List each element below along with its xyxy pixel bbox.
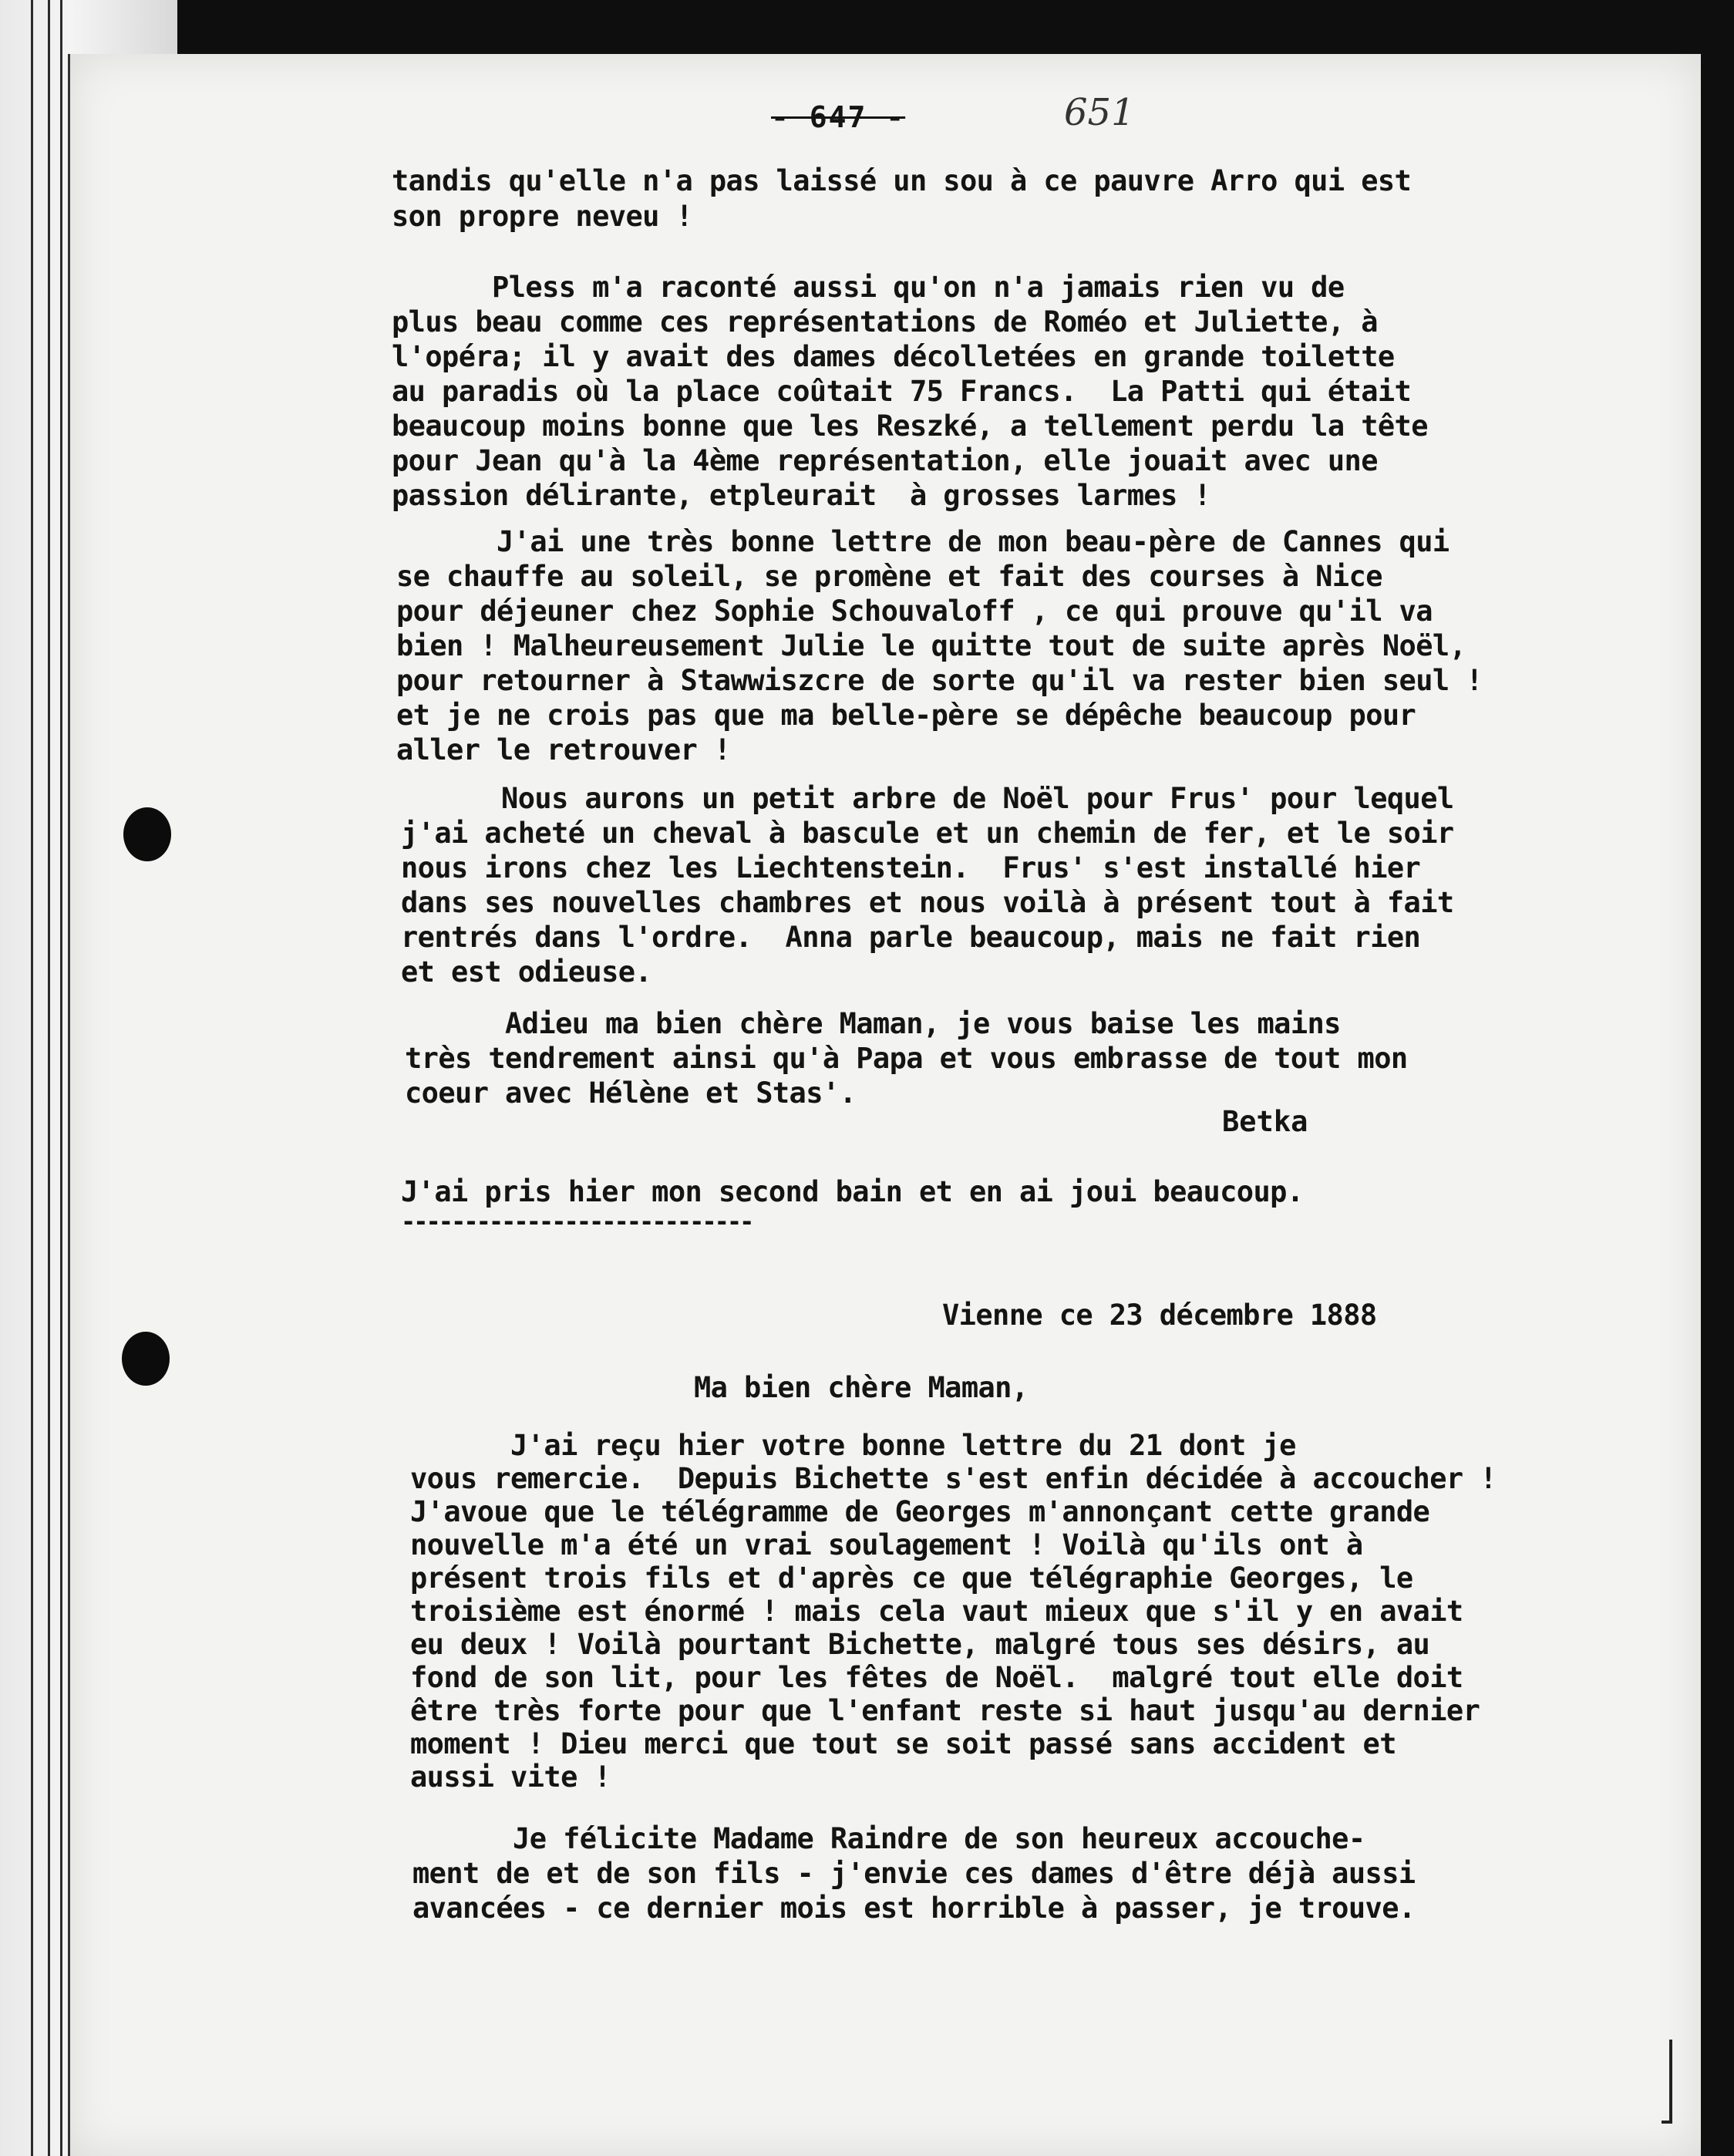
text-line: Nous aurons un petit arbre de Noël pour Frus' pour lequel — [401, 782, 1454, 815]
dateline: Vienne ce 23 décembre 1888 — [942, 1299, 1377, 1332]
punch-hole — [122, 1332, 170, 1386]
text-line: son propre neveu ! — [392, 200, 693, 233]
text-line: passion délirante, etpleurait à grosses larmes ! — [392, 479, 1211, 512]
text-line: beaucoup moins bonne que les Reszké, a tellement perdu la tête — [392, 409, 1428, 443]
text-line: bien ! Malheureusement Julie le quitte tout de suite après Noël, — [396, 629, 1466, 662]
signature: Betka — [1222, 1105, 1308, 1138]
typed-page-number: - 647 - — [771, 100, 906, 134]
text-line: Je félicite Madame Raindre de son heureux accouche- — [412, 1822, 1365, 1855]
text-line: se chauffe au soleil, se promène et fait des courses à Nice — [396, 560, 1382, 593]
text-line: et est odieuse. — [401, 955, 652, 989]
text-line: présent trois fils et d'après ce que télégraphie Georges, le — [410, 1561, 1413, 1595]
punch-hole — [123, 807, 171, 861]
text-line: eu deux ! Voilà pourtant Bichette, malgré tous ses désirs, au — [410, 1628, 1430, 1661]
letter2-paragraph — [412, 1821, 1416, 1925]
text-line: troisième est énormé ! mais cela vaut mieux que s'il y en avait — [410, 1595, 1463, 1628]
letter1-closing — [405, 1006, 1408, 1110]
letter1-paragraph — [392, 270, 1428, 513]
text-line: plus beau comme ces représentations de Roméo et Juliette, à — [392, 305, 1378, 339]
text-line: J'avoue que le télégramme de Georges m'annonçant cette grande — [410, 1495, 1430, 1528]
page-corner-mark — [1662, 2040, 1672, 2124]
text-line: coeur avec Hélène et Stas'. — [405, 1076, 857, 1110]
text-line: fond de son lit, pour les fêtes de Noël. malgré tout elle doit — [410, 1661, 1463, 1694]
text-line: très tendrement ainsi qu'à Papa et vous embrasse de tout mon — [405, 1042, 1408, 1075]
handwritten-page-number: 651 — [1064, 91, 1135, 134]
text-line: l'opéra; il y avait des dames décolletées en grande toilette — [392, 340, 1395, 373]
text-line: tandis qu'elle n'a pas laissé un sou à ce pauvre Arro qui est — [392, 164, 1412, 197]
page-edge — [48, 0, 50, 2156]
text-line: moment ! Dieu merci que tout se soit passé sans accident et — [410, 1727, 1396, 1760]
text-line: nous irons chez les Liechtenstein. Frus' s'est installé hier — [401, 851, 1421, 884]
salutation: Ma bien chère Maman, — [694, 1371, 1029, 1404]
text-line: avancées - ce dernier mois est horrible à passer, je trouve. — [412, 1892, 1416, 1925]
letter2-paragraph — [410, 1429, 1497, 1794]
letter1-continuation — [392, 163, 1411, 234]
letter1-paragraph — [401, 781, 1454, 989]
text-line: dans ses nouvelles chambres et nous voilà à présent tout à fait — [401, 886, 1454, 919]
text-line: être très forte pour que l'enfant reste si haut jusqu'au dernier — [410, 1694, 1480, 1727]
text-line: nouvelle m'a été un vrai soulagement ! Voilà qu'ils ont à — [410, 1528, 1363, 1561]
letter1-paragraph — [396, 524, 1483, 767]
text-line: j'ai acheté un cheval à bascule et un chemin de fer, et le soir — [401, 817, 1454, 850]
text-line: aussi vite ! — [410, 1760, 611, 1794]
text-line: Adieu ma bien chère Maman, je vous baise les mains — [405, 1007, 1341, 1040]
text-line: pour déjeuner chez Sophie Schouvaloff , ce qui prouve qu'il va — [396, 595, 1433, 628]
separator-line: ---------------------------- — [401, 1207, 753, 1236]
page-edge — [60, 0, 62, 2156]
text-line: vous remercie. Depuis Bichette s'est enfin décidée à accoucher ! — [410, 1462, 1497, 1495]
text-line: aller le retrouver ! — [396, 733, 731, 766]
text-line: ment de et de son fils - j'envie ces dames d'être déjà aussi — [412, 1857, 1416, 1890]
text-line: pour retourner à Stawwiszcre de sorte qu'il va rester bien seul ! — [396, 664, 1483, 697]
text-line: J'ai une très bonne lettre de mon beau-père de Cannes qui — [396, 525, 1449, 558]
text-line: rentrés dans l'ordre. Anna parle beaucoup, mais ne fait rien — [401, 921, 1421, 954]
page-edge — [31, 0, 33, 2156]
text-line: au paradis où la place coûtait 75 Francs. La Patti qui était — [392, 375, 1412, 408]
text-line: J'ai reçu hier votre bonne lettre du 21 dont je — [410, 1429, 1296, 1462]
text-line: pour Jean qu'à la 4ème représentation, elle jouait avec une — [392, 444, 1378, 477]
text-line: et je ne crois pas que ma belle-père se dépêche beaucoup pour — [396, 699, 1416, 732]
text-line: Pless m'a raconté aussi qu'on n'a jamais rien vu de — [392, 271, 1345, 304]
postscript: J'ai pris hier mon second bain et en ai joui beaucoup. — [401, 1175, 1304, 1208]
